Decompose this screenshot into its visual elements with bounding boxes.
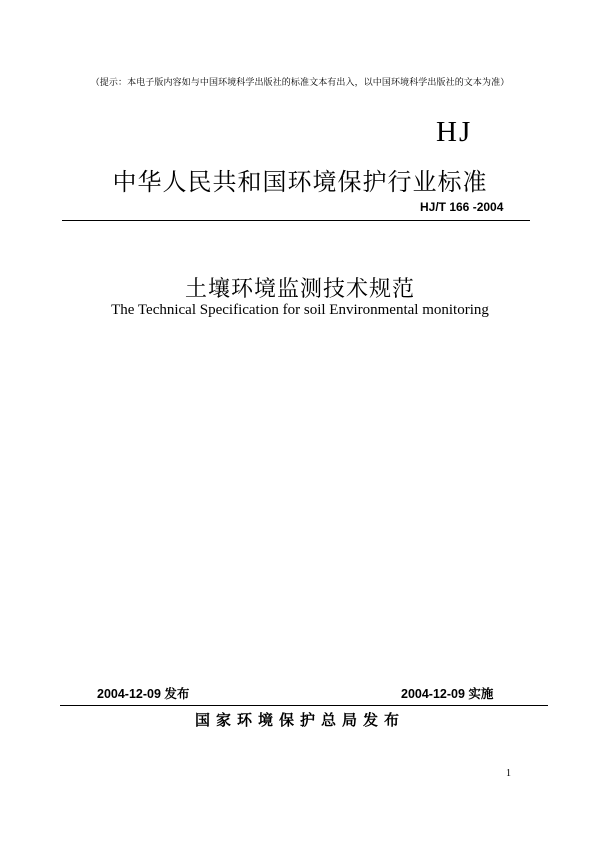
- standard-code: HJ: [436, 116, 473, 148]
- edition-notice: （提示：本电子版内容如与中国环境科学出版社的标准文本有出入，以中国环境科学出版社的文本为准）: [90, 78, 510, 88]
- standard-number: HJ/T 166 -2004: [420, 200, 504, 214]
- document-title-english: The Technical Specification for soil Environmental monitoring: [111, 302, 489, 318]
- issue-date: 2004-12-09 发布: [97, 687, 190, 701]
- header-divider: [62, 220, 530, 221]
- document-title-chinese: 土壤环境监测技术规范: [184, 277, 415, 302]
- publisher: 国家环境保护总局发布: [194, 711, 405, 729]
- page-number: 1: [506, 768, 511, 779]
- standard-category: 中华人民共和国环境保护行业标准: [112, 168, 488, 196]
- implementation-date: 2004-12-09 实施: [401, 687, 494, 701]
- footer-divider: [60, 705, 548, 706]
